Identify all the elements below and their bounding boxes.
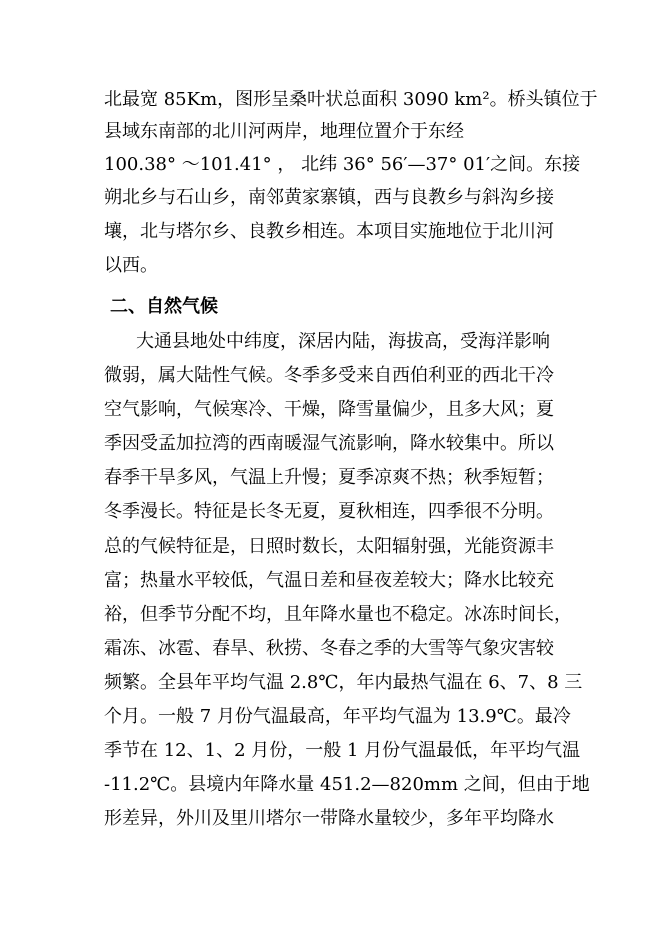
text-line: 裕，但季节分配不均，且年降水量也不稳定。冰冻时间长， (104, 604, 572, 625)
text-line: 冬季漫长。特征是长冬无夏，夏秋相连，四季很不分明。 (104, 501, 554, 522)
text-line: 北最宽 85Km，图形呈桑叶状总面积 3090 km²。桥头镇位于 (104, 89, 598, 110)
paragraph-first-line: 大通县地处中纬度，深居内陆，海拔高，受海洋影响 (136, 331, 550, 352)
text-line: 霜冻、冰雹、春旱、秋捞、冬春之季的大雪等气象灾害较 (104, 638, 554, 659)
text-line: 形差异，外川及里川塔尔一带降水量较少，多年平均降水 (104, 808, 554, 829)
text-line: 个月。一般 7 月份气温最高，年平均气温为 13.9℃。最冷 (104, 706, 571, 727)
text-line: 空气影响，气候寒冷、干燥，降雪量偏少，且多大风；夏 (104, 399, 554, 420)
text-line: 总的气候特征是，日照时数长，太阳辐射强，光能资源丰 (104, 536, 554, 557)
section-heading: 二、自然气候 (110, 296, 218, 317)
text-line: 季节在 12、1、2 月份，一般 1 月份气温最低，年平均气温 (104, 740, 581, 761)
text-line: 100.38° ～101.41° ， 北纬 36° 56′—37° 01′之间。东接 (104, 154, 581, 175)
text-line: 频繁。全县年平均气温 2.8℃，年内最热气温在 6、7、8 三 (104, 672, 583, 693)
text-line: 季因受孟加拉湾的西南暖湿气流影响，降水较集中。所以 (104, 433, 554, 454)
text-line: 壤，北与塔尔乡、良教乡相连。本项目实施地位于北川河 (104, 221, 554, 242)
text-line: 县域东南部的北川河两岸，地理位置介于东经 (104, 121, 464, 142)
text-line: -11.2℃。县境内年降水量 451.2—820mm 之间，但由于地 (104, 774, 590, 795)
text-line: 朔北乡与石山乡，南邻黄家寨镇，西与良教乡与斜沟乡接 (104, 187, 554, 208)
text-line: 富；热量水平较低，气温日差和昼夜差较大；降水比较充 (104, 570, 554, 591)
text-line: 微弱，属大陆性气候。冬季多受来自西伯利亚的西北干冷 (104, 365, 554, 386)
text-line: 以西。 (104, 255, 158, 276)
text-line: 春季干旱多风，气温上升慢；夏季凉爽不热；秋季短暂； (104, 467, 554, 488)
